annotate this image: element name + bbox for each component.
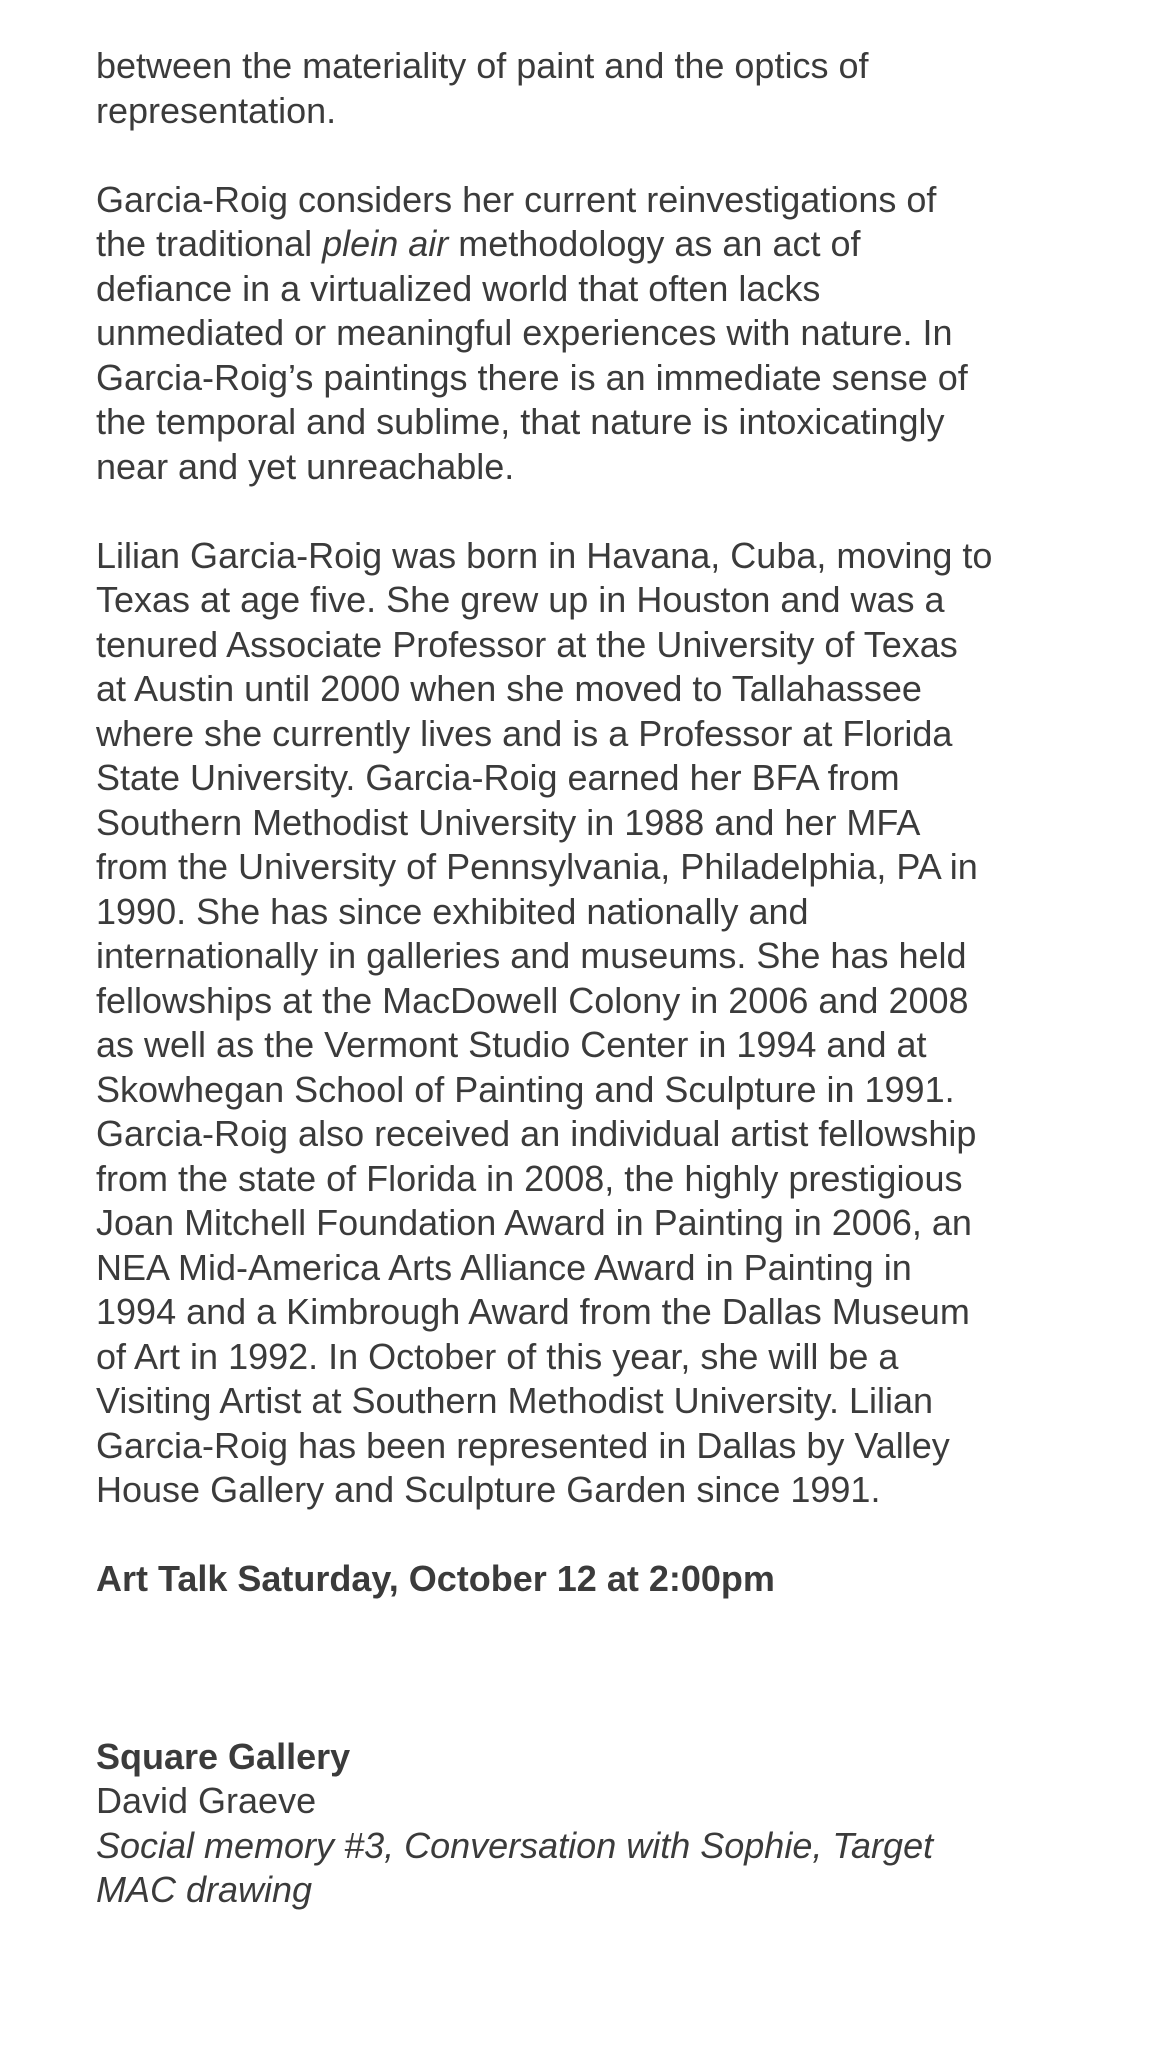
text-line: 1990. She has since exhibited nationally and xyxy=(96,890,809,932)
text-line: the traditional xyxy=(96,223,323,264)
plein-air-italic: plein air xyxy=(322,223,449,264)
paragraph-gap xyxy=(96,133,1096,178)
text-line: Joan Mitchell Foundation Award in Painting in 2006, an xyxy=(96,1202,972,1243)
text-line: defiance in a virtualized world that often lacks xyxy=(96,267,821,309)
artist-name: David Graeve xyxy=(96,1780,317,1821)
paragraph-gap xyxy=(96,1513,1096,1558)
text-line: Texas at age five. She grew up in Houston and was a xyxy=(96,579,945,620)
gallery-title: Square Gallery xyxy=(96,1735,351,1777)
art-talk-heading: Art Talk Saturday, October 12 at 2:00pm xyxy=(96,1558,775,1599)
artwork-title-line: Social memory #3, Conversation with Sophie, Target xyxy=(96,1824,934,1866)
text-line: at Austin until 2000 when she moved to Tallahassee xyxy=(96,668,922,709)
text-line: from the state of Florida in 2008, the highly prestigious xyxy=(96,1157,963,1199)
text-line: fellowships at the MacDowell Colony in 2006 and 2008 xyxy=(96,979,969,1021)
text-line: as well as the Vermont Studio Center in 1994 and at xyxy=(96,1024,927,1065)
text-line: between the materiality of paint and the optics of xyxy=(96,45,869,86)
text-line: tenured Associate Professor at the University of Texas xyxy=(96,623,958,665)
text-line: Garcia-Roig has been represented in Dallas by Valley xyxy=(96,1424,950,1466)
text-line: 1994 and a Kimbrough Award from the Dallas Museum xyxy=(96,1291,970,1332)
text-line: Garcia-Roig’s paintings there is an immediate sense of xyxy=(96,356,968,398)
text-line: representation. xyxy=(96,89,337,131)
text-line: NEA Mid-America Arts Alliance Award in Painting in xyxy=(96,1246,912,1288)
text-line: near and yet unreachable. xyxy=(96,445,515,487)
paragraph-plein-air xyxy=(96,178,1096,490)
text-line: Lilian Garcia-Roig was born in Havana, Cuba, moving to xyxy=(96,534,993,576)
paragraph-gap xyxy=(96,489,1096,534)
text-line: Garcia-Roig considers her current reinvestigations of xyxy=(96,178,937,220)
text-line: methodology as an act of xyxy=(448,223,861,264)
paragraph-intro-end xyxy=(96,44,1096,133)
text-line: Visiting Artist at Southern Methodist University. Lilian xyxy=(96,1380,934,1421)
text-line: unmediated or meaningful experiences with nature. In xyxy=(96,312,953,353)
text-line: internationally in galleries and museums. She has held xyxy=(96,935,967,976)
text-line: Southern Methodist University in 1988 and her MFA xyxy=(96,801,921,843)
document-content xyxy=(96,44,1096,1913)
gallery-section xyxy=(96,1735,1096,1913)
text-line: Garcia-Roig also received an individual artist fellowship xyxy=(96,1113,977,1154)
text-line: House Gallery and Sculpture Garden since 1991. xyxy=(96,1469,881,1510)
section-gap xyxy=(96,1602,1096,1735)
artwork-title-line: MAC drawing xyxy=(96,1869,313,1910)
text-line: where she currently lives and is a Professor at Florida xyxy=(96,712,953,754)
paragraph-biography xyxy=(96,534,1096,1513)
text-line: of Art in 1992. In October of this year, she will be a xyxy=(96,1335,899,1377)
text-line: State University. Garcia-Roig earned her BFA from xyxy=(96,757,900,798)
text-line: the temporal and sublime, that nature is intoxicatingly xyxy=(96,401,945,442)
text-line: Skowhegan School of Painting and Sculpture in 1991. xyxy=(96,1068,955,1110)
text-line: from the University of Pennsylvania, Philadelphia, PA in xyxy=(96,846,978,887)
